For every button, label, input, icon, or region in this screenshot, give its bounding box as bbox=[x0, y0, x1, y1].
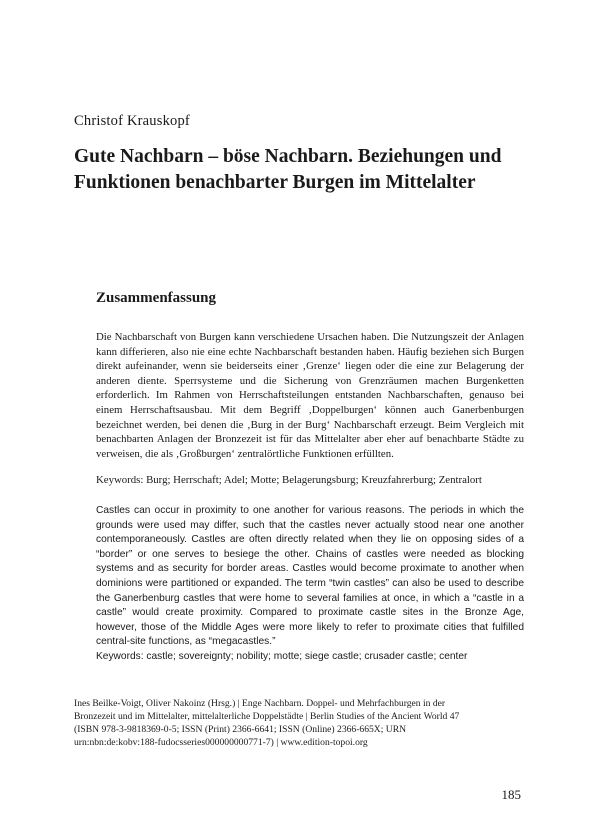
article-title: Gute Nachbarn – böse Nachbarn. Beziehungen und Funktionen benachbarter Burgen im Mittelalter bbox=[74, 146, 502, 193]
summary-heading: Zusammenfassung bbox=[96, 290, 217, 306]
abstract-english bbox=[96, 504, 524, 650]
abstract-english-text: Castles can occur in proximity to one another for various reasons. The periods in which the grounds were used may differ, such that the castles never actually stood near one another contemporaneously. Castles are often directly related when they lie on opposing sides of a “border” or one serves to besiege the other. Chains of castles were needed as blocking systems and as security for border areas. Castles would become proximate to another when dominions were partitioned or expanded. The term “twin castles” can also be used to describe the Ganerbenburg castles that were home to several families at once, in which a “castle in a castle” would create proximity. Compared to proximate castle sites in the Bronze Age, however, those of the Middle Ages were more likely to refer to proximate cities that fulfilled central-site functions, as “megacastles.” bbox=[96, 505, 524, 648]
keywords-german: Keywords: Burg; Herrschaft; Adel; Motte; Belagerungsburg; Kreuzfahrerburg; Zentralort bbox=[96, 474, 482, 486]
abstract-german bbox=[96, 330, 524, 461]
bibliographic-note: Ines Beilke-Voigt, Oliver Nakoinz (Hrsg.) | Enge Nachbarn. Doppel- und Mehrfachburgen in der Bronzezeit und im Mittelalter, mittelalterliche Doppelstädte | Berlin Studies of the Ancient World 47 (ISBN 978-3-9818369-0-5; ISSN (Print) 2366-6641; ISSN (Online) 2366-665X; URN urn:nbn:de:kobv:188-fudocsseries000000000771-7) | www.edition-topoi.org bbox=[74, 698, 460, 748]
author-name: Christof Krauskopf bbox=[74, 113, 190, 129]
page-number: 185 bbox=[501, 787, 521, 802]
abstract-german-text: Die Nachbarschaft von Burgen kann verschiedene Ursachen haben. Die Nutzungszeit der Anlagen kann differieren, also nie eine echte Nachbarschaft bestanden haben. Häufig beziehen sich Burgen direkt aufeinander, wenn sie beiderseits einer ‚Grenze‘ liegen oder die eine zur Belagerung der anderen diente. Sperrsysteme und die Sicherung von Grenzräumen machen Burgenketten erforderlich. Im Rahmen von Herrschaftsteilungen entstanden Nachbarschaften, genauso bei einem Herrschaftsausbau. Mit dem Begriff ‚Doppelburgen‘ können auch Ganerbenburgen bezeichnet werden, bei denen die ‚Burg in der Burg‘ Nachbarschaft erzeugt. Beim Vergleich mit benachbarten Anlagen der Bronzezeit ist für das Mittelalter aber eher auf benachbarte Städte zu verweisen, die als ‚Großburgen‘ zentralörtliche Funktionen erfüllten. bbox=[96, 331, 524, 460]
keywords-english: Keywords: castle; sovereignty; nobility; motte; siege castle; crusader castle; center bbox=[96, 651, 468, 662]
